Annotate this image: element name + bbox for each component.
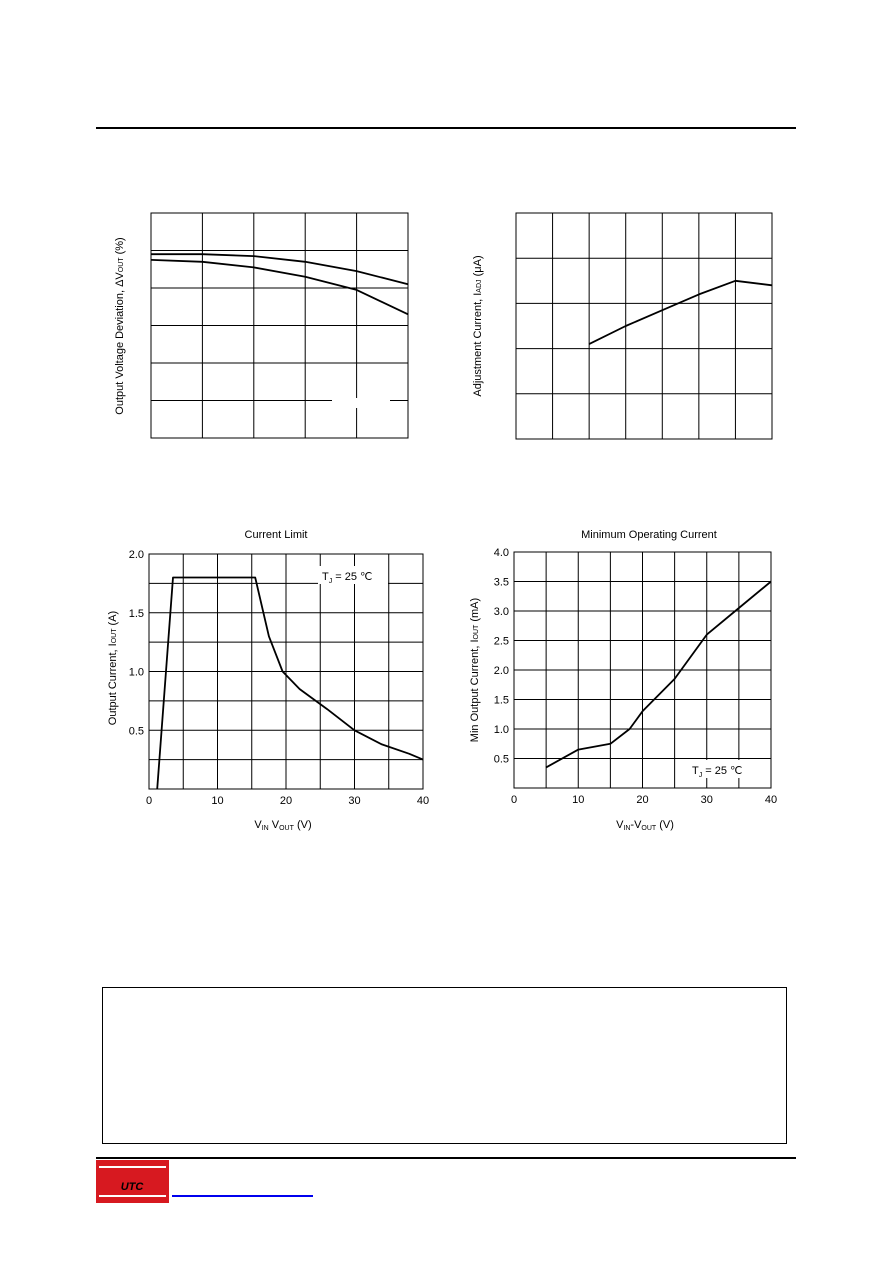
y-axis-label: Adjustment Current, IADJ (μA) <box>472 255 484 397</box>
y-tick-label: 4.0 <box>493 547 509 559</box>
chart-title: Current Limit <box>244 529 308 541</box>
x-tick-label: 30 <box>348 795 361 807</box>
x-tick-label: 20 <box>636 794 649 806</box>
y-tick-label: 3.5 <box>493 576 509 589</box>
x-axis-label: VIN VOUT (V) <box>254 819 312 832</box>
website-link[interactable] <box>172 1195 313 1197</box>
y-tick-label: 2.5 <box>493 635 509 648</box>
svg-text:UTC: UTC <box>120 1181 144 1193</box>
y-tick-label: 2.0 <box>493 665 509 677</box>
y-tick-label: 1.0 <box>128 666 144 679</box>
chart-title: Minimum Operating Current <box>581 529 717 541</box>
series-line-1 <box>546 582 771 768</box>
utc-logo <box>96 1160 169 1203</box>
y-tick-label: 1.5 <box>493 694 509 707</box>
y-tick-label: 0.5 <box>128 725 144 738</box>
x-tick-label: 20 <box>279 795 293 807</box>
y-axis-label: Output Voltage Deviation, ΔVOUT (%) <box>114 237 126 415</box>
x-tick-label: 10 <box>572 794 585 806</box>
x-tick-label: 0 <box>145 795 153 807</box>
x-tick-label: 40 <box>416 795 430 807</box>
y-tick-label: 2.0 <box>128 549 144 561</box>
x-tick-label: 10 <box>211 795 224 807</box>
x-tick-label: 30 <box>700 794 713 806</box>
y-axis-label: Output Current, IOUT (A) <box>107 610 119 726</box>
y-tick-label: 0.5 <box>493 753 509 766</box>
annotation: $T_J = 25$ ℃ <box>322 571 373 585</box>
y-tick-label: 1.5 <box>128 607 144 620</box>
footer-rule <box>96 1157 796 1159</box>
annotation: $T_J = 25$ ℃ <box>692 765 743 779</box>
x-axis-label: VIN-VOUT (V) <box>616 819 674 832</box>
x-tick-label: 0 <box>510 794 518 806</box>
x-tick-label: 40 <box>764 794 778 806</box>
y-tick-label: 3.0 <box>493 606 509 618</box>
y-axis-label: Min Output Current, IOUT (mA) <box>469 597 481 743</box>
notice-box <box>102 987 787 1144</box>
y-tick-label: 1.0 <box>493 724 509 736</box>
